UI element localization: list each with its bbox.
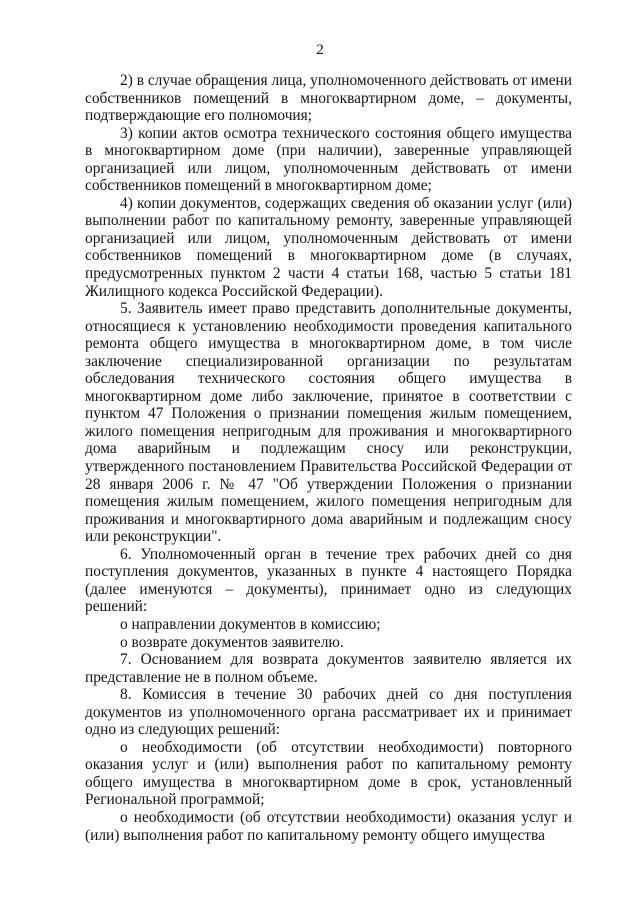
- paragraph-decision-necessity: о необходимости (об отсутствии необходимости) оказания услуг и (или) выполнения работ по капитальному ремонту общего имущества: [85, 808, 572, 844]
- page-number: 2: [316, 42, 324, 58]
- paragraph-item-3: 3) копии актов осмотра технического состояния общего имущества в многоквартирном доме (при наличии), заверенные управляющей организацией или лицом, уполномоченным действовать от имени собственников помещений в многоквартирном доме;: [85, 124, 572, 195]
- paragraph-clause-6: 6. Уполномоченный орган в течение трех рабочих дней со дня поступления документов, указанных в пункте 4 настоящего Порядка (далее именуются – документы), принимает одно из следующих решений:: [85, 545, 572, 616]
- paragraph-clause-8: 8. Комиссия в течение 30 рабочих дней со дня поступления документов из уполномоченного органа рассматривает их и принимает одно из следующих решений:: [85, 686, 572, 739]
- paragraph-clause-7: 7. Основанием для возврата документов заявителю является их представление не в полном объеме.: [85, 651, 572, 686]
- paragraph-clause-5: 5. Заявитель имеет право представить дополнительные документы, относящиеся к установлению необходимости проведения капитального ремонта общего имущества в многоквартирном доме, в том числе заключение специализированной организации по результатам обследования технического состояния общего имущества в многоквартирном доме либо заключение, принятое в соответствии с пунктом 47 Положения о признании помещения жилым помещением, жилого помещения непригодным для проживания и многоквартирного дома аварийным и подлежащим сносу или реконструкции, утвержденного постановлением Правительства Российской Федерации от 28 января 2006 г. № 47 "Об утверждении Положения о признании помещения жилым помещением, жилого помещения непригодным для проживания и многоквартирного дома аварийным и подлежащим сносу или реконструкции".: [85, 300, 572, 546]
- paragraph-decision-send: о направлении документов в комиссию;: [120, 615, 381, 633]
- paragraph-item-4: 4) копии документов, содержащих сведения об оказании услуг (или) выполнении работ по капитальному ремонту, заверенные управляющей организацией или лицом, уполномоченным действовать от имени собственников помещений в многоквартирном доме (в случаях, предусмотренных пунктом 2 части 4 статьи 168, частью 5 статьи 181 Жилищного кодекса Российской Федерации).: [85, 194, 572, 300]
- document-body: [85, 72, 572, 844]
- paragraph-decision-return: о возврате документов заявителю.: [120, 633, 344, 651]
- paragraph-item-2: 2) в случае обращения лица, уполномоченного действовать от имени собственников помещений в многоквартирном доме, – документы, подтверждающие его полномочия;: [85, 72, 572, 125]
- paragraph-decision-repeat: о необходимости (об отсутствии необходимости) повторного оказания услуг и (или) выполнения работ по капитальному ремонту общего имущества в многоквартирном доме в срок, установленный Региональной программой;: [85, 738, 572, 809]
